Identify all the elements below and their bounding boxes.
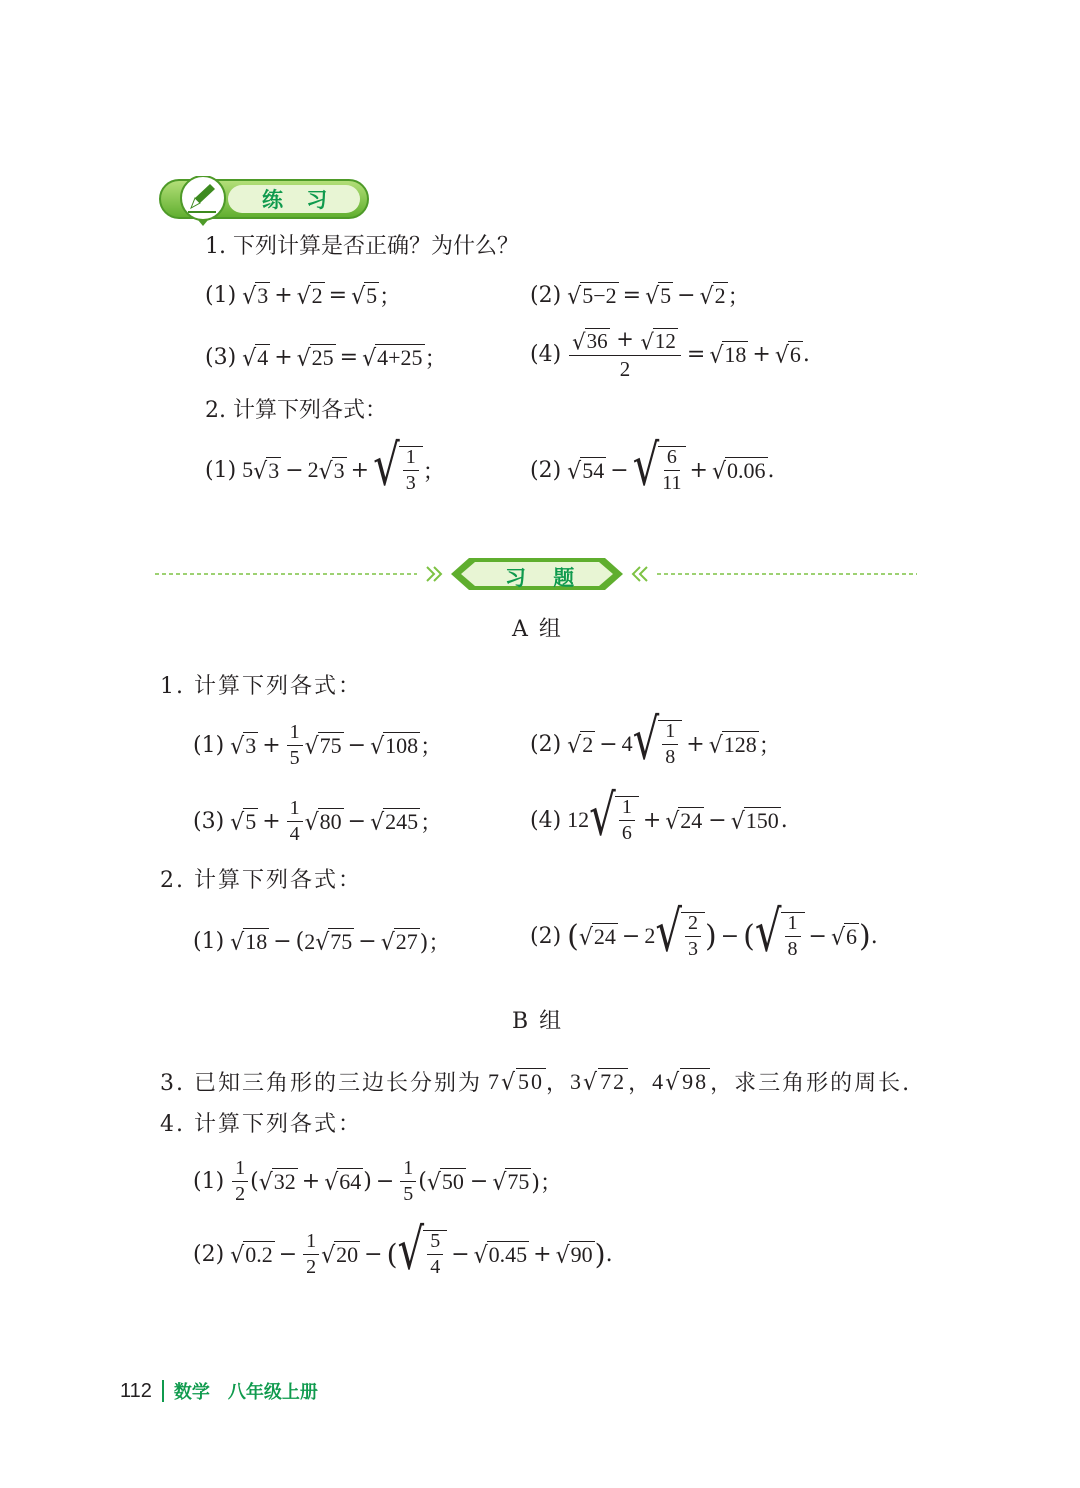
b4-title: 4. 计算下列各式： (160, 1112, 362, 1137)
b4-item2: (2) √ 0.2 − $\frac{1}{2}$ √ 20 − ( √ $\frac{5}{4}$ − √ 0.45 + √ 90 ) . (193, 1216, 613, 1283)
footer-divider (162, 1380, 164, 1402)
a1-item2: (2) √ 2 − 4 √ $\frac{1}{8}$ + √ 128 ； (530, 706, 781, 773)
page-footer (120, 1378, 318, 1404)
footer-book: 八年级上册 (227, 1382, 318, 1402)
practice-q1-item2: (2) √ 5−2 = √ 5 − √ 2 ； (530, 283, 750, 311)
a2-item1: (1) √ 18 − ( 2 √ 75 − √ 27 )； (193, 928, 451, 957)
a1-item4: (4) 12 √ $\frac{1}{6}$ + √ 24 − √ 150 . (530, 782, 788, 849)
b3-question: 3. 已知三角形的三边长分别为 7 √ 50 ， 3 √ 72 ， 4 √ 98 ，求三角形的周长. (160, 1068, 912, 1097)
practice-q1-item1: (1) √ 3 + √ 2 = √ 5 ； (205, 283, 402, 311)
group-a-title: A 组 (512, 617, 563, 642)
practice-q2-item2: (2) √ 54 − √ $\frac{6}{11}$ + √ 0.06 . (530, 432, 775, 499)
exercises-header: 习 题 (505, 566, 585, 590)
a1-item3: (3) √ 5 + $\frac{1}{4}$ √ 80 − √ 245 ； (193, 797, 443, 845)
page-number: 112 (120, 1379, 152, 1402)
practice-q2-item1: (1) 5 √ 3 − 2 √ 3 + √ $\frac{1}{3}$ ； (205, 432, 445, 499)
practice-q1-title: 1. 下列计算是否正确？为什么？ (205, 234, 519, 259)
practice-header: 练 习 (262, 188, 336, 212)
practice-q2-title: 2. 计算下列各式： (205, 398, 387, 423)
practice-q1-item3: (3) √ 4 + √ 25 = √ 4+25 ； (205, 345, 447, 373)
a1-item1: (1) √ 3 + $\frac{1}{5}$ √ 75 − √ 108 ； (193, 721, 443, 769)
a2-item2: (2) ( √ 24 − 2 √ $\frac{2}{3}$ ) − ( √ $\frac{1}{8}$ − √ 6 ) . (530, 898, 878, 965)
practice-q1-item4: (4) √ 36 + √ 12 2 = √ 18 + √ 6 . (530, 327, 810, 382)
a1-title: 1. 计算下列各式： (160, 674, 362, 699)
group-b-title: B 组 (512, 1009, 564, 1034)
a2-title: 2. 计算下列各式： (160, 868, 362, 893)
footer-subject: 数学 (173, 1382, 210, 1402)
b4-item1: (1) $\frac{1}{2}$ ( √ 32 + √ 64 ) − $\frac{1}{5}$ ( √ 50 − √ 75 )； (193, 1157, 562, 1205)
